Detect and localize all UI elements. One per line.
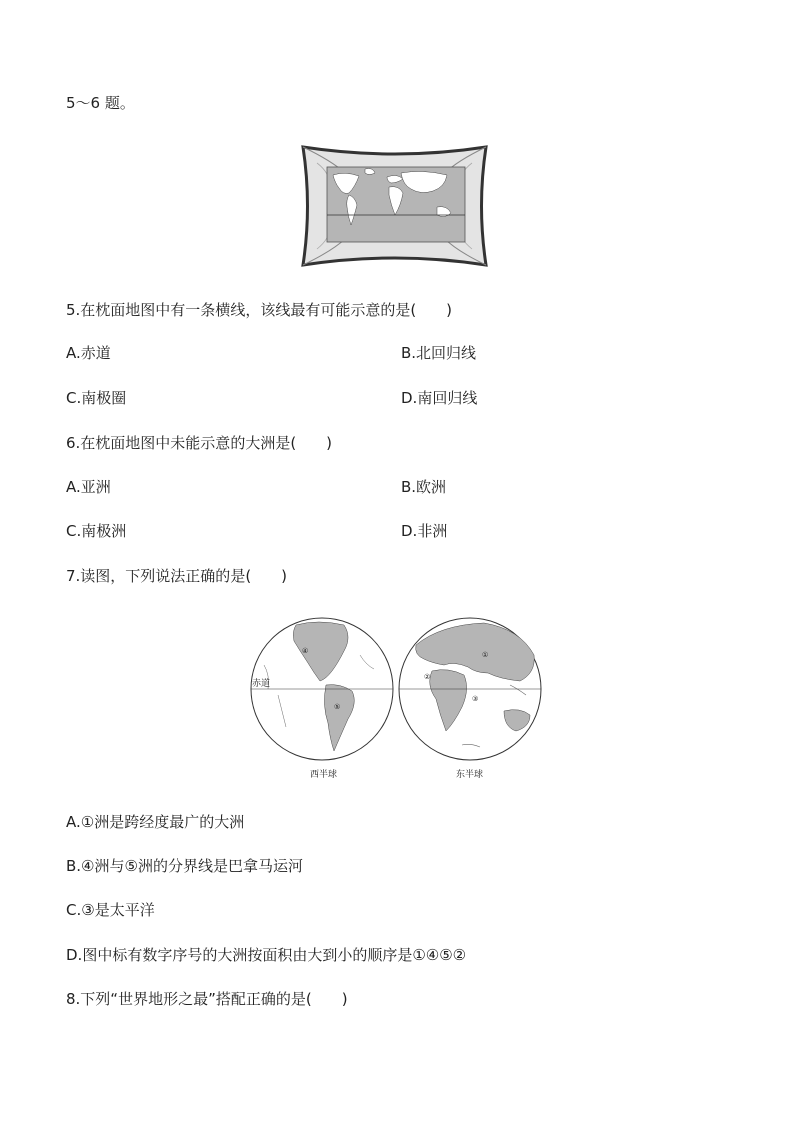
question-5-option-d[interactable]: D.南回归线 <box>401 389 478 407</box>
question-7-option-c[interactable]: C.③是太平洋 <box>66 901 155 919</box>
hemispheres-map-figure <box>248 615 548 787</box>
eastern-hemisphere <box>399 618 541 780</box>
question-6-option-c[interactable]: C.南极洲 <box>66 522 127 540</box>
question-intro: 5～6 题。 <box>66 94 135 112</box>
question-8-stem: 8.下列“世界地形之最”搭配正确的是( ) <box>66 990 348 1008</box>
question-5-option-c[interactable]: C.南极圈 <box>66 389 127 407</box>
question-5-option-b[interactable]: B.北回归线 <box>401 344 477 362</box>
question-5-option-a[interactable]: A.赤道 <box>66 344 111 362</box>
continent-marker-4: ④ <box>302 647 309 655</box>
question-7-option-b[interactable]: B.④洲与⑤洲的分界线是巴拿马运河 <box>66 857 303 875</box>
question-7-option-d[interactable]: D.图中标有数字序号的大洲按面积由大到小的顺序是①④⑤② <box>66 946 467 964</box>
question-7-option-a[interactable]: A.①洲是跨经度最广的大洲 <box>66 813 245 831</box>
western-hemisphere <box>251 618 393 780</box>
continent-marker-2: ② <box>424 673 431 681</box>
question-6-option-a[interactable]: A.亚洲 <box>66 478 111 496</box>
pillow-map-figure <box>297 143 492 269</box>
continent-marker-1: ① <box>482 651 489 659</box>
continent-marker-5: ⑤ <box>334 703 341 711</box>
question-6-option-b[interactable]: B.欧洲 <box>401 478 447 496</box>
equator-label: 赤道 <box>252 679 271 689</box>
question-7-stem: 7.读图，下列说法正确的是( ) <box>66 567 288 585</box>
question-6-stem: 6.在枕面地图中未能示意的大洲是( ) <box>66 434 333 452</box>
question-6-option-d[interactable]: D.非洲 <box>401 522 448 540</box>
western-hemisphere-label: 西半球 <box>310 770 338 780</box>
eastern-hemisphere-label: 东半球 <box>456 770 484 780</box>
question-5-stem: 5.在枕面地图中有一条横线，该线最有可能示意的是( ) <box>66 301 453 319</box>
ocean-marker-3: ③ <box>472 695 479 703</box>
